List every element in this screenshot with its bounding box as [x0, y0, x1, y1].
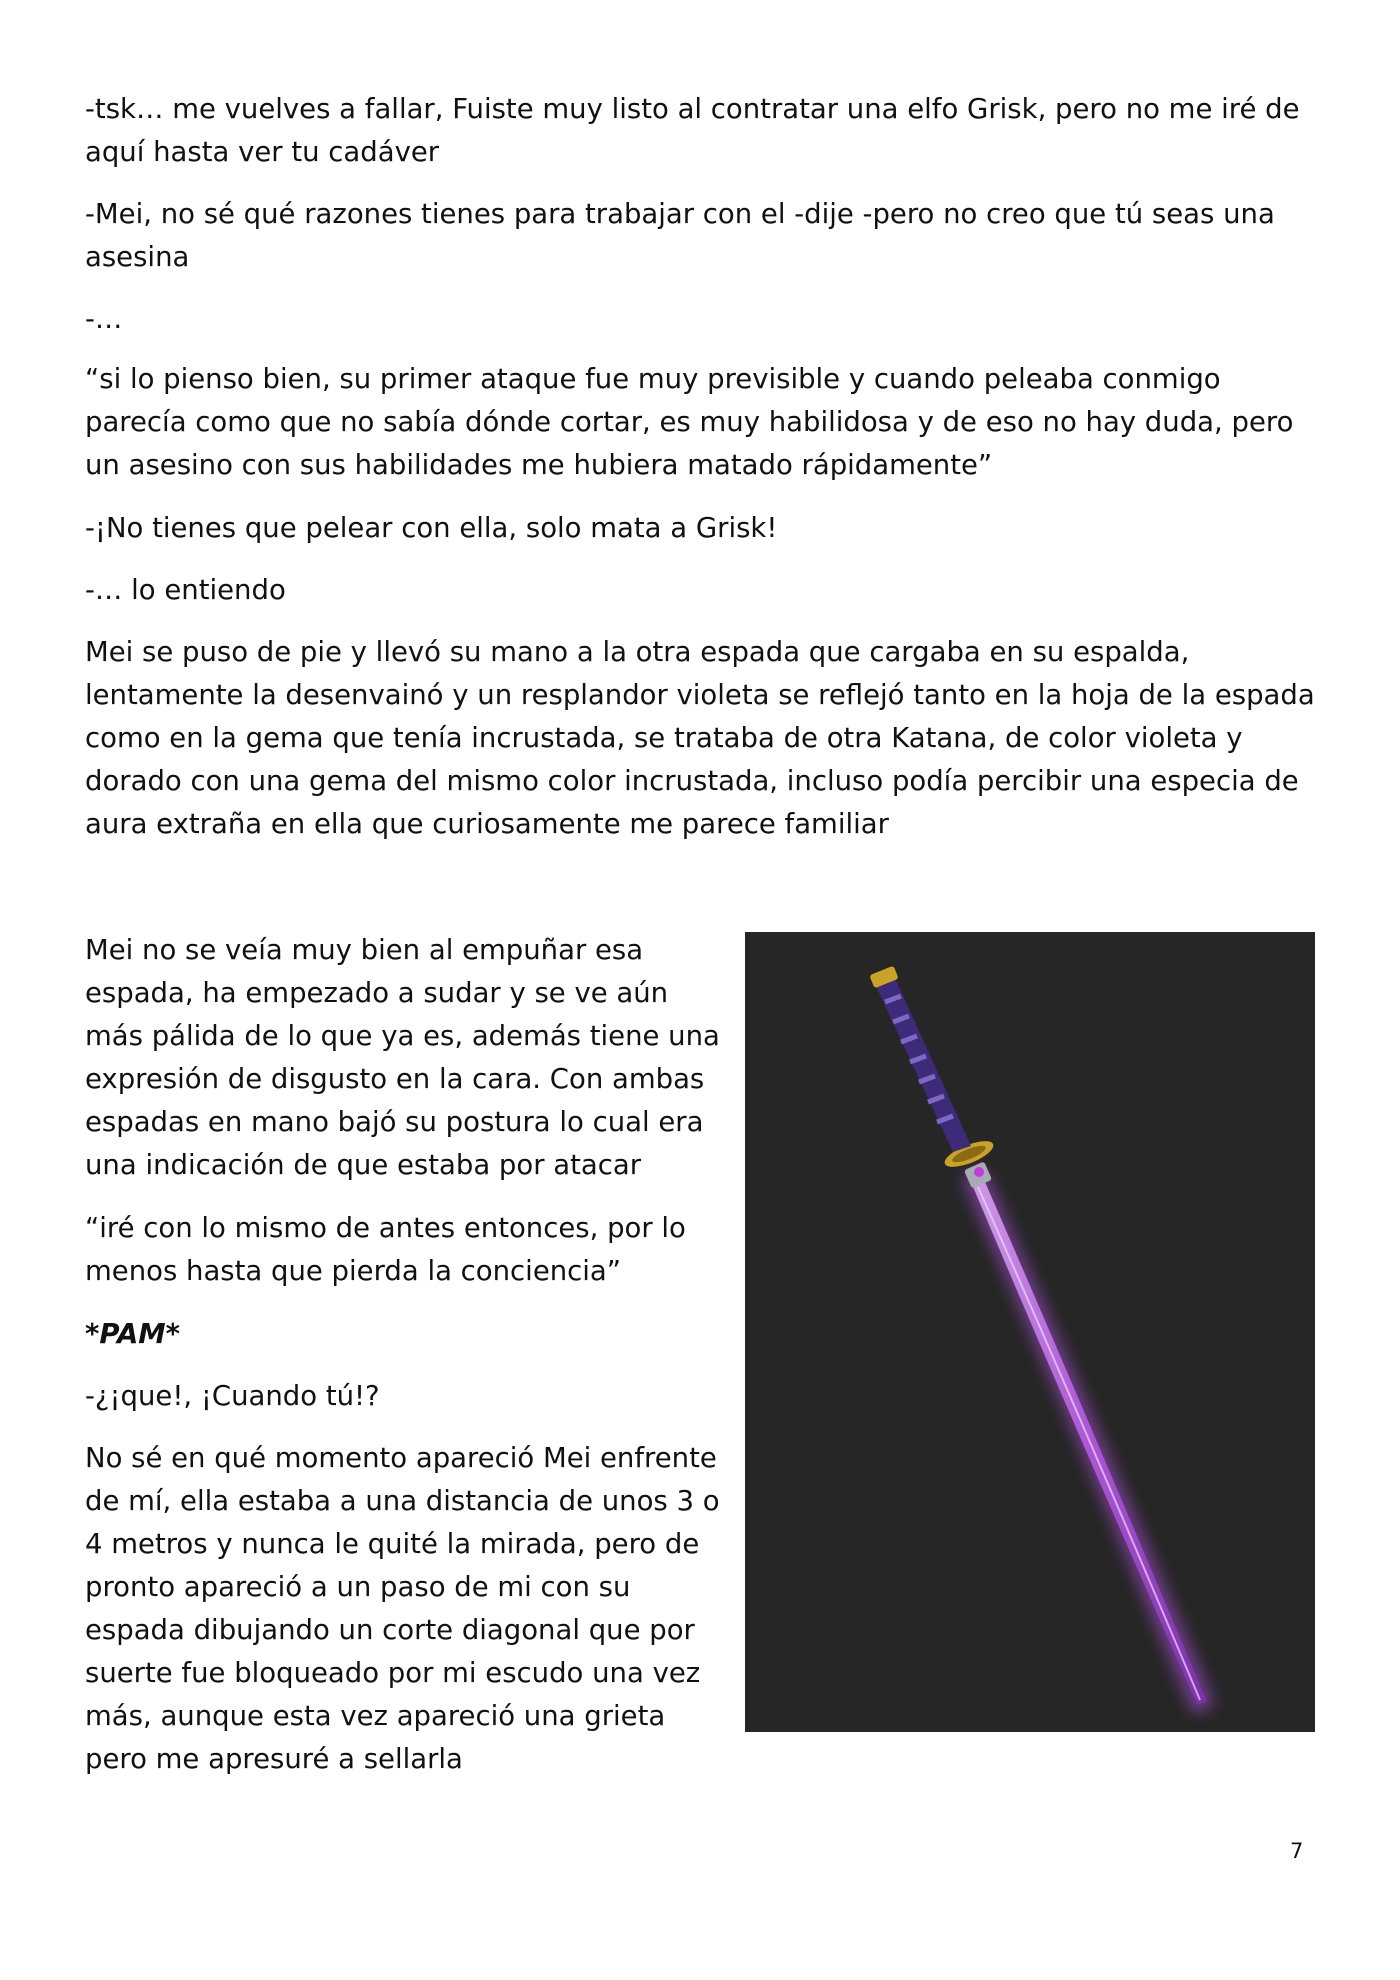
dialogue-paragraph: -Mei, no sé qué razones tienes para trabajar con el -dije -pero no creo que tú seas una asesina	[85, 198, 1275, 273]
dialogue-paragraph: -¿¡que!, ¡Cuando tú!?	[85, 1380, 380, 1412]
katana-illustration	[745, 932, 1315, 1732]
dialogue-paragraph: -¡No tienes que pelear con ella, solo mata a Grisk!	[85, 512, 778, 544]
narration-paragraph: Mei se puso de pie y llevó su mano a la otra espada que cargaba en su espalda, lentamente la desenvainó y un resplandor violeta se reflejó tanto en la hoja de la espada como en la gema que tenía incrustada, se trataba de otra Katana, de color violeta y dorado con una gema del mismo color incrustada, incluso podía percibir una especia de aura extraña en ella que curiosamente me parece familiar	[85, 636, 1315, 840]
dialogue-paragraph: -… lo entiendo	[85, 574, 286, 606]
dialogue-paragraph: -…	[85, 303, 123, 335]
thought-paragraph: “si lo pienso bien, su primer ataque fue muy previsible y cuando peleaba conmigo parecía como que no sabía dónde cortar, es muy habilidosa y de eso no hay duda, pero un asesino con sus habilidades me hubiera matado rápidamente”	[85, 363, 1294, 481]
narration-paragraph: No sé en qué momento apareció Mei enfrente de mí, ella estaba a una distancia de unos 3 o 4 metros y nunca le quité la mirada, pero de pronto apareció a un paso de mi con su espada dibujando un corte diagonal que por suerte fue bloqueado por mi escudo una vez más, aunque esta vez apareció una grieta pero me apresuré a sellarla	[85, 1442, 720, 1775]
sound-effect: *PAM*	[85, 1318, 181, 1350]
thought-paragraph: “iré con lo mismo de antes entonces, por lo menos hasta que pierda la conciencia”	[85, 1212, 686, 1287]
page-number: 7	[1290, 1839, 1304, 1863]
narration-paragraph: Mei no se veía muy bien al empuñar esa espada, ha empezado a sudar y se ve aún más pálida de lo que ya es, además tiene una expresión de disgusto en la cara. Con ambas espadas en mano bajó su postura lo cual era una indicación de que estaba por atacar	[85, 934, 720, 1181]
dialogue-paragraph: -tsk… me vuelves a fallar, Fuiste muy listo al contratar una elfo Grisk, pero no me iré de aquí hasta ver tu cadáver	[85, 93, 1300, 168]
